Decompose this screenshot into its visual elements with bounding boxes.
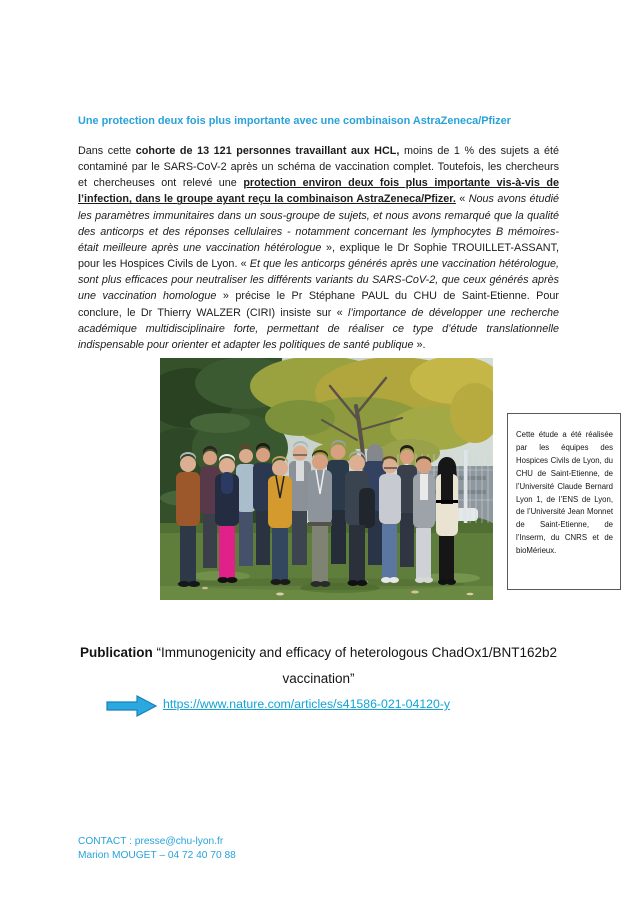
- paragraph-quote-italic: Et que les anticorps générés après une vaccination hétérologue, sont plus efficaces pour neutraliser les différents variants du SARS-CoV-2, que ceux générés après une vaccination homologue: [78, 258, 559, 303]
- paragraph-quote-italic: l’importance de développer une recherche académique multidisciplinaire forte, permettant de réaliser ce type d’étude translationnelle indispensable pour orienter et adapter les politiques de santé publique: [78, 306, 560, 351]
- paragraph-text: «: [455, 193, 469, 206]
- photo-caption-box: [507, 413, 621, 590]
- paragraph-text: » précise le Pr Stéphane PAUL du CHU de Saint-Etienne. Pour conclure, le Dr Thierry WALZER (CIRI) insiste sur «: [78, 290, 559, 319]
- publication-label: Publication: [79, 645, 153, 660]
- contact-block: [78, 835, 236, 862]
- publication-title: “Immunogenicity and efficacy of heterologous ChadOx1/BNT162b2 vaccination”: [156, 645, 557, 686]
- publication-line: [78, 640, 559, 692]
- paragraph-bold: cohorte de 13 121 personnes travaillant aux HCL,: [135, 145, 400, 157]
- contact-email-line: CONTACT : presse@chu-lyon.fr: [78, 836, 224, 847]
- team-group-photo: [160, 358, 493, 600]
- publication-link[interactable]: https://www.nature.com/articles/s41586-021-04120-y: [163, 697, 451, 711]
- publication-link-row: [0, 691, 636, 721]
- photo-caption-text: Cette étude a été réalisée par les équipes des Hospices Civils de Lyon, du CHU de Saint-Etienne, de l’Université Claude Bernard Lyon 1, de l’ENS de Lyon, de l’Université Jean Monnet de Saint-Etienne, de l’Inserm, du CNRS et de bioMérieux.: [516, 430, 613, 556]
- arrow-right-icon: [106, 694, 158, 718]
- paragraph-bold-underline: protection environ deux fois plus importante vis-à-vis de l’infection, dans le groupe ayant reçu la combinaison AstraZeneca/Pfizer.: [78, 177, 559, 206]
- paragraph-text: ».: [413, 338, 426, 351]
- paragraph-text: moins de 1 % des sujets a été contaminé par le SARS-CoV-2 après un schéma de vaccination complet. Toutefois, les chercheurs et chercheuses ont relevé une: [78, 145, 559, 190]
- page-title: Une protection deux fois plus importante avec une combinaison AstraZeneca/Pfizer: [78, 115, 511, 127]
- contact-phone-line: Marion MOUGET – 04 72 40 70 88: [78, 849, 236, 861]
- paragraph-quote-italic: Nous avons étudié les paramètres immunitaires dans un sous-groupe de sujets, et nous avons remarqué que la qualité des anticorps et des réponses cellulaires - notamment concernant les lymphocytes B mémoires- était meilleure après une vaccination hétérologue: [78, 193, 559, 254]
- paragraph-text: Dans cette: [78, 145, 136, 157]
- body-paragraph: [78, 143, 559, 353]
- paragraph-text: », explique le Dr Sophie TROUILLET-ASSANT, pour les Hospices Civils de Lyon. «: [78, 241, 559, 271]
